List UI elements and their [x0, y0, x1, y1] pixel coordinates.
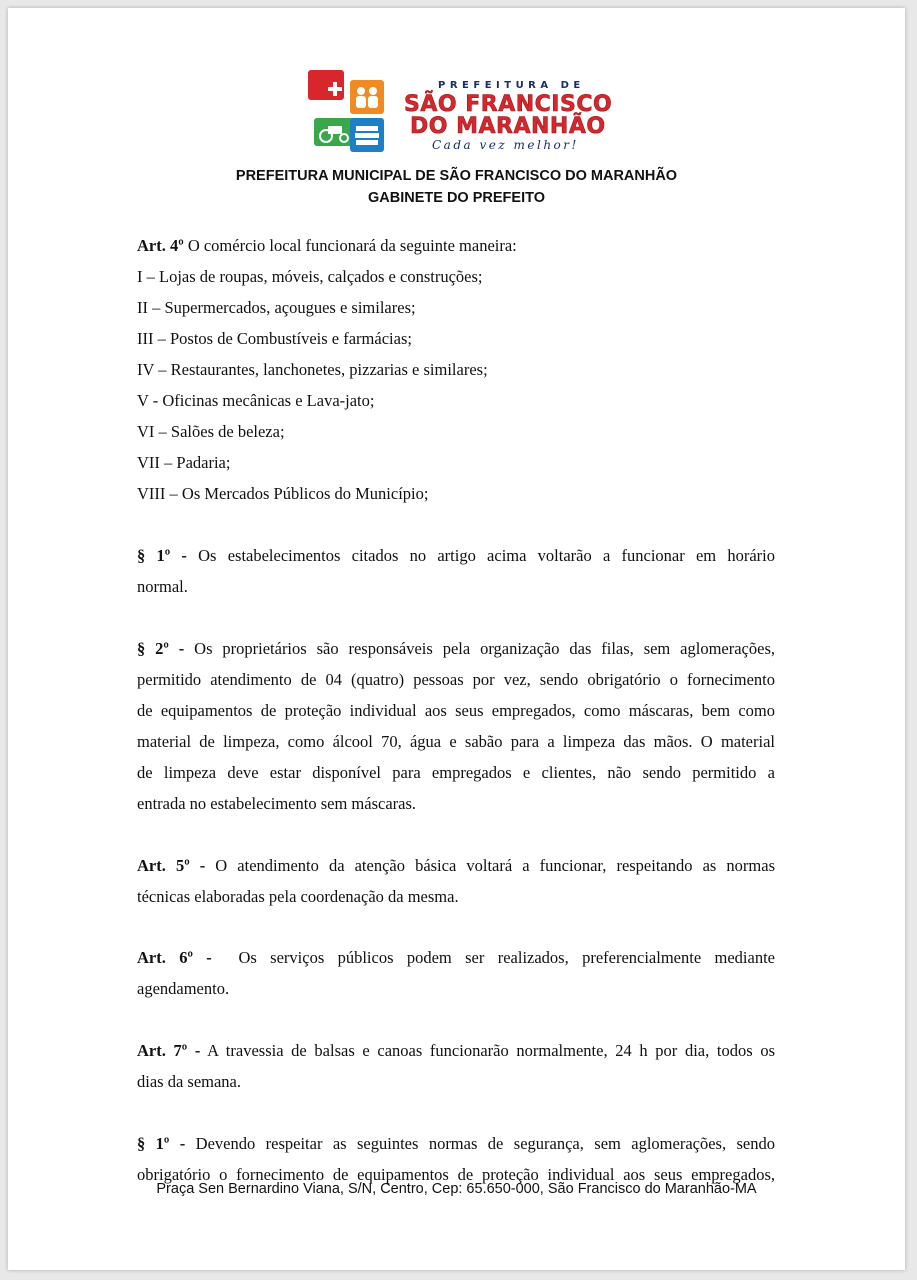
art6-section [137, 942, 775, 1004]
paragraph-line: de limpeza deve estar disponível para empregados e clientes, não sendo permitido a [137, 763, 775, 782]
paragraph-line: permitido atendimento de 04 (quatro) pessoas por vez, sendo obrigatório o fornecimento [137, 670, 775, 689]
art4-heading [137, 230, 775, 261]
list-item: VI – Salões de beleza; [137, 422, 285, 441]
paragraph-line: normal. [137, 577, 188, 596]
list-item: V - Oficinas mecânicas e Lava-jato; [137, 391, 375, 410]
family-icon [350, 80, 384, 114]
health-icon [308, 70, 344, 100]
paragraph-1b-label: § 1º - [137, 1134, 186, 1153]
list-item: I – Lojas de roupas, móveis, calçados e construções; [137, 267, 483, 286]
logo-prefeitura-de: PREFEITURA DE [438, 80, 585, 91]
paragraph-2-label: § 2º - [137, 639, 185, 658]
logo-name-line1: SÃO FRANCISCO [404, 92, 613, 117]
list-item: VII – Padaria; [137, 453, 231, 472]
art4-text: O comércio local funcionará da seguinte maneira: [183, 236, 517, 255]
header-title: PREFEITURA MUNICIPAL DE SÃO FRANCISCO DO MARANHÃO [235, 168, 678, 184]
paragraph-line: § 2º - Os proprietários são responsáveis pela organização das filas, sem aglomerações, [137, 639, 775, 658]
paragraph-line: de equipamentos de proteção individual aos seus empregados, como máscaras, bem como [137, 701, 775, 720]
art5-label: Art. 5º - [137, 856, 206, 875]
list-item: IV – Restaurantes, lanchonetes, pizzarias e similares; [137, 360, 488, 379]
art5-section [137, 850, 775, 912]
paragraph-line: § 1º - Os estabelecimentos citados no artigo acima voltarão a funcionar em horário [137, 546, 775, 565]
paragraph-line: agendamento. [137, 979, 230, 998]
logo-name-line2: DO MARANHÃO [410, 114, 606, 139]
prefeitura-logo [300, 66, 640, 162]
paragraph-line: Art. 6º - Os serviços públicos podem ser realizados, preferencialmente mediante [137, 948, 775, 967]
paragraph-2 [137, 633, 775, 819]
art7-section [137, 1035, 775, 1097]
art4-section [137, 230, 775, 509]
paragraph-line: dias da semana. [137, 1072, 242, 1091]
tractor-icon [314, 118, 354, 146]
paragraph-1-label: § 1º - [137, 546, 187, 565]
art7-label: Art. 7º - [137, 1041, 201, 1060]
paragraph-line: obrigatório o fornecimento de equipamentos de proteção individual aos seus empregados, [137, 1165, 775, 1184]
document-page [8, 8, 905, 1270]
paragraph-line: material de limpeza, como álcool 70, água e sabão para a limpeza das mãos. O material [137, 732, 775, 751]
paragraph-line: entrada no estabelecimento sem máscaras. [137, 794, 417, 813]
paragraph-line: técnicas elaboradas pela coordenação da mesma. [137, 887, 459, 906]
footer-address: Praça Sen Bernardino Viana, S/N, Centro, Cep: 65.650-000, São Francisco do Maranhão-MA [156, 1181, 757, 1197]
logo-slogan: Cada vez melhor! [432, 138, 579, 152]
paragraph-1 [137, 540, 775, 602]
paragraph-line: Art. 7º - A travessia de balsas e canoas funcionarão normalmente, 24 h por dia, todos os [137, 1041, 775, 1060]
paragraph-line: Art. 5º - O atendimento da atenção básica voltará a funcionar, respeitando as normas [137, 856, 775, 875]
list-item: II – Supermercados, açougues e similares; [137, 298, 416, 317]
paragraph-line: § 1º - Devendo respeitar as seguintes normas de segurança, sem aglomerações, sendo [137, 1134, 775, 1153]
art4-label: Art. 4º [137, 236, 184, 255]
list-item: VIII – Os Mercados Públicos do Município; [137, 484, 429, 503]
art6-label: Art. 6º - [137, 948, 212, 967]
header-subtitle: GABINETE DO PREFEITO [368, 190, 545, 206]
list-item: III – Postos de Combustíveis e farmácias; [137, 329, 412, 348]
books-icon [350, 118, 384, 152]
